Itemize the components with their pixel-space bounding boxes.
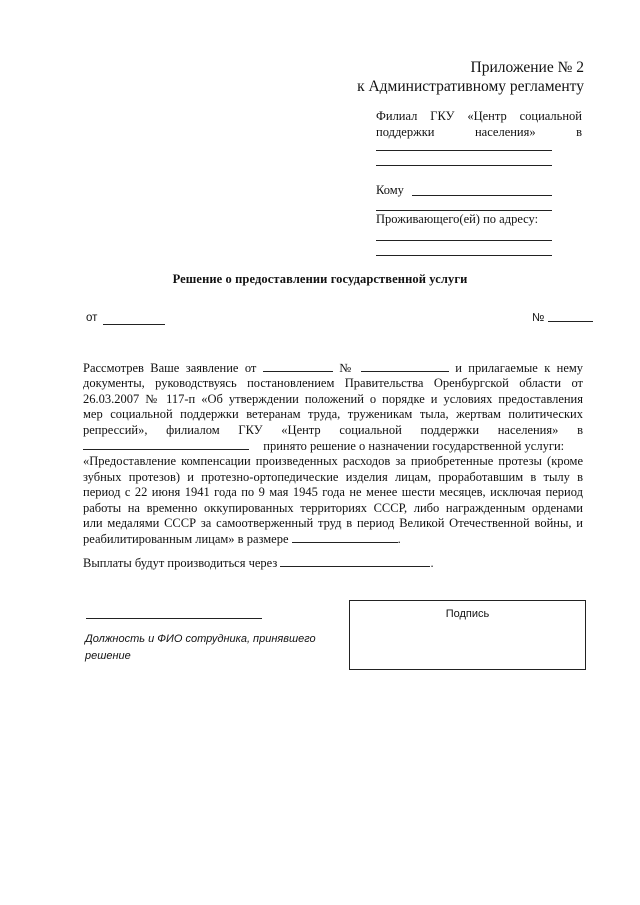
body-text: принято решение о назначении государственной услуги: bbox=[263, 439, 565, 454]
application-date-blank bbox=[263, 360, 333, 372]
number-blank-line bbox=[548, 321, 593, 322]
signature-label: Подпись bbox=[445, 608, 490, 620]
branch-line-2 bbox=[376, 124, 582, 140]
body-text: № bbox=[339, 361, 355, 375]
employee-signature-line bbox=[86, 618, 262, 619]
body-line: 26.03.2007 № 117-п «Об утверждении положений о порядке и условиях предоставления bbox=[83, 391, 583, 406]
application-number-blank bbox=[361, 360, 449, 372]
branch-word: «Центр bbox=[467, 109, 507, 123]
address-blank-line bbox=[376, 255, 552, 256]
branch-name-blank bbox=[83, 438, 249, 450]
date-blank-line bbox=[103, 324, 165, 325]
body-line: или медалями СССР за самоотверженный труд в период Великой Отечественной войны, и bbox=[83, 516, 583, 531]
body-text: Рассмотрев Ваше заявление от bbox=[83, 361, 257, 375]
to-blank-line bbox=[412, 195, 552, 196]
document-title: Решение о предоставлении государственной услуги bbox=[172, 272, 468, 286]
branch-word: в bbox=[576, 125, 582, 139]
body-line: документы, руководствуясь постановлением Правительства Оренбургской области от bbox=[83, 376, 583, 391]
appendix-number: Приложение № 2 bbox=[470, 59, 584, 76]
branch-word: ГКУ bbox=[430, 109, 455, 123]
signature-box bbox=[349, 600, 586, 670]
body-text: реабилитированным лицам» в размере bbox=[83, 532, 289, 547]
payments-label: Выплаты будут производиться через bbox=[83, 556, 278, 570]
body-text: и прилагаемые к нему bbox=[455, 361, 584, 375]
payments-method-blank bbox=[280, 555, 430, 567]
amount-blank bbox=[292, 531, 398, 543]
to-label: Кому bbox=[376, 183, 404, 197]
body-line: зубных протезов) и протезно-ортопедические изделия лицам, проработавшим в тылу в bbox=[83, 469, 583, 484]
payments-line bbox=[83, 555, 583, 571]
address-blank-line bbox=[376, 240, 552, 241]
branch-word: поддержки bbox=[376, 125, 435, 139]
body-line: «Предоставление компенсации произведенных расходов за приобретенные протезы (кроме bbox=[83, 454, 583, 469]
body-line: работы на временно оккупированных территориях СССР, либо награжденным орденами bbox=[83, 500, 583, 515]
address-label: Проживающего(ей) по адресу: bbox=[376, 212, 539, 226]
date-label: от bbox=[86, 312, 98, 324]
body-line: Выплаты будут производиться через . bbox=[83, 556, 434, 570]
decision-body bbox=[83, 360, 583, 548]
body-line: мер социальной поддержки ветеранам труда, труженикам тыла, жертвам политических bbox=[83, 407, 583, 422]
body-line bbox=[83, 438, 583, 454]
branch-blank-line bbox=[376, 165, 552, 166]
branch-word: социальной bbox=[519, 109, 582, 123]
body-line: репрессий», филиалом ГКУ «Центр социальной поддержки населения» в bbox=[83, 422, 583, 437]
appendix-reference: к Административному регламенту bbox=[357, 78, 584, 95]
caption-line: решение bbox=[85, 650, 131, 662]
body-line: период с 22 июня 1941 года по 9 мая 1945 года не менее шести месяцев, исключая период bbox=[83, 485, 583, 500]
caption-line: Должность и ФИО сотрудника, принявшего bbox=[85, 633, 316, 645]
branch-line-1 bbox=[376, 108, 582, 124]
body-line: реабилитированным лицам» в размере . bbox=[83, 532, 401, 547]
number-label: № bbox=[532, 312, 545, 324]
branch-word: населения» bbox=[474, 125, 536, 139]
employee-caption bbox=[85, 631, 345, 665]
branch-word: Филиал bbox=[376, 109, 418, 123]
branch-blank-line bbox=[376, 150, 552, 151]
body-line bbox=[83, 360, 583, 376]
